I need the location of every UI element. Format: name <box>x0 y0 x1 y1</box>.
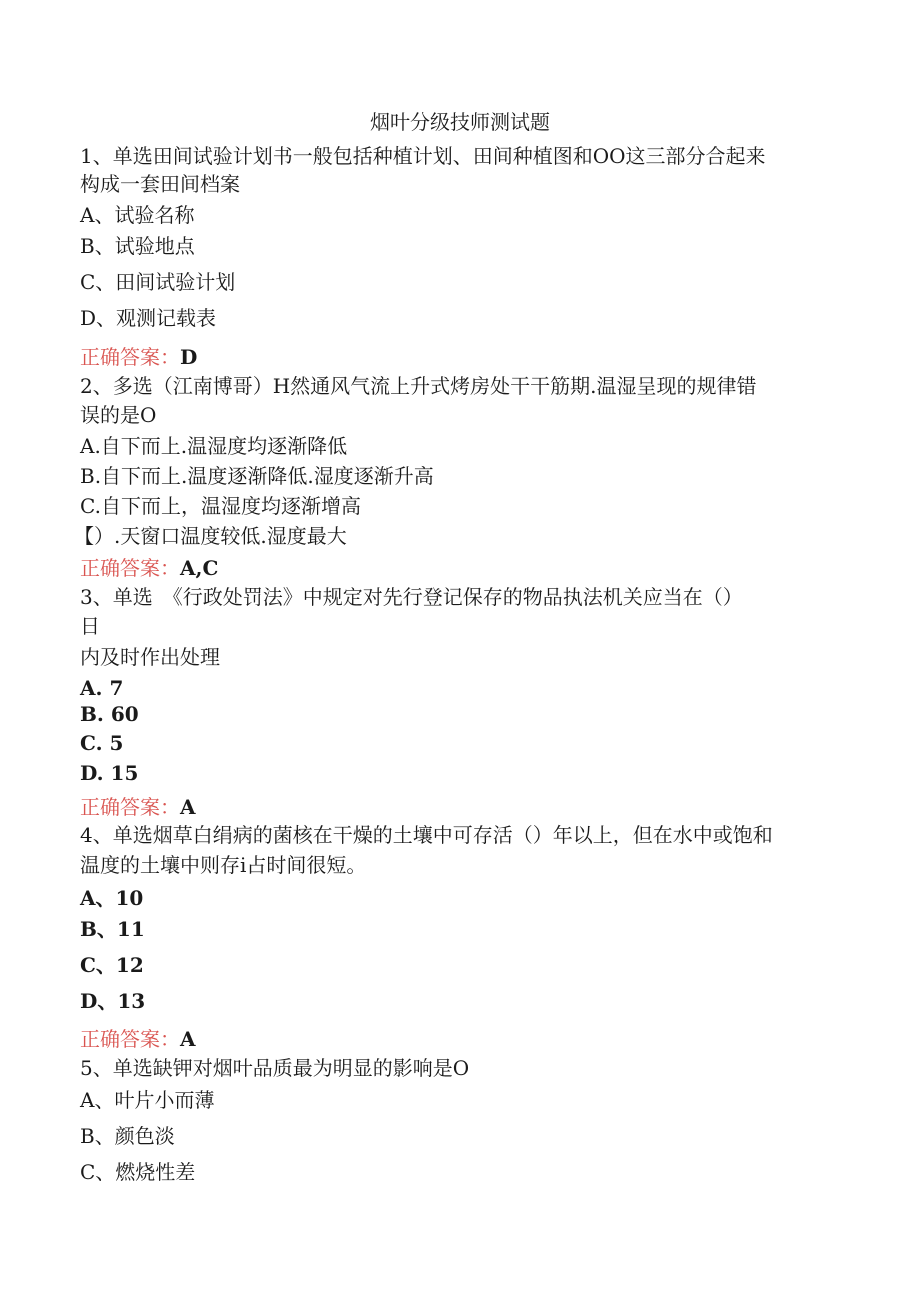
question-2-stem-line-2: 误的是O <box>80 403 157 427</box>
question-5-option-a: A、叶片小而薄 <box>80 1088 215 1112</box>
question-1-option-c: C、田间试验计划 <box>80 270 236 294</box>
answer-label: 正确答案： <box>80 795 180 819</box>
question-3-stem-line-3: 内及时作出处理 <box>80 645 220 669</box>
question-2-option-d: 【）.天窗口温度较低.湿度最大 <box>74 524 347 548</box>
question-5-option-b: B、颜色淡 <box>80 1124 175 1148</box>
question-1-option-d: D、观测记载表 <box>80 306 217 330</box>
question-4-answer <box>80 1027 196 1051</box>
question-2-answer <box>80 556 218 580</box>
question-4-option-b: B、11 <box>80 917 145 941</box>
question-1-answer <box>80 345 197 369</box>
question-2-option-a: A.自下而上.温湿度均逐渐降低 <box>80 434 348 458</box>
question-2-stem-line-1: 2、多选（江南博哥）H然通风气流上升式烤房处干干筋期.温湿呈现的规律错 <box>80 374 757 398</box>
question-5-option-c: C、燃烧性差 <box>80 1160 196 1184</box>
question-1-option-b: B、试验地点 <box>80 234 195 258</box>
answer-label: 正确答案： <box>80 556 180 580</box>
question-1-stem-line-1: 1、单选田间试验计划书一般包括种植计划、田间种植图和OO这三部分合起来 <box>80 144 766 168</box>
question-4-option-c: C、12 <box>80 953 144 977</box>
question-5-stem-line-1: 5、单选缺钾对烟叶品质最为明显的影响是O <box>80 1056 470 1080</box>
question-3-option-c: C. 5 <box>80 731 124 755</box>
question-3-answer <box>80 795 196 819</box>
question-1-option-a: A、试验名称 <box>80 203 195 227</box>
question-4-option-a: A、10 <box>80 886 144 910</box>
question-3-stem-line-2: 日 <box>80 614 100 638</box>
page-title: 烟叶分级技师测试题 <box>370 110 550 134</box>
question-4-stem-line-2: 温度的土壤中则存i占时间很短。 <box>80 853 367 877</box>
question-1-stem-line-2: 构成一套田间档案 <box>80 172 240 196</box>
question-3-option-a: A. 7 <box>80 676 124 700</box>
question-4-stem-line-1: 4、单选烟草白绢病的菌核在干燥的土壤中可存活（）年以上，但在水中或饱和 <box>80 823 773 847</box>
question-2-option-c: C.自下而上，温湿度均逐渐增高 <box>80 494 361 518</box>
question-3-stem-line-1: 3、单选 《行政处罚法》中规定对先行登记保存的物品执法机关应当在（） <box>80 585 743 609</box>
answer-value: A,C <box>180 556 219 580</box>
question-4-option-d: D、13 <box>80 989 146 1013</box>
answer-label: 正确答案： <box>80 345 180 369</box>
question-3-option-d: D. 15 <box>80 761 139 785</box>
answer-value: D <box>180 345 198 369</box>
question-2-option-b: B.自下而上.温度逐渐降低.湿度逐渐升高 <box>80 464 434 488</box>
question-3-option-b: B. 60 <box>80 702 139 726</box>
answer-label: 正确答案： <box>80 1027 180 1051</box>
answer-value: A <box>180 795 196 819</box>
answer-value: A <box>180 1027 196 1051</box>
